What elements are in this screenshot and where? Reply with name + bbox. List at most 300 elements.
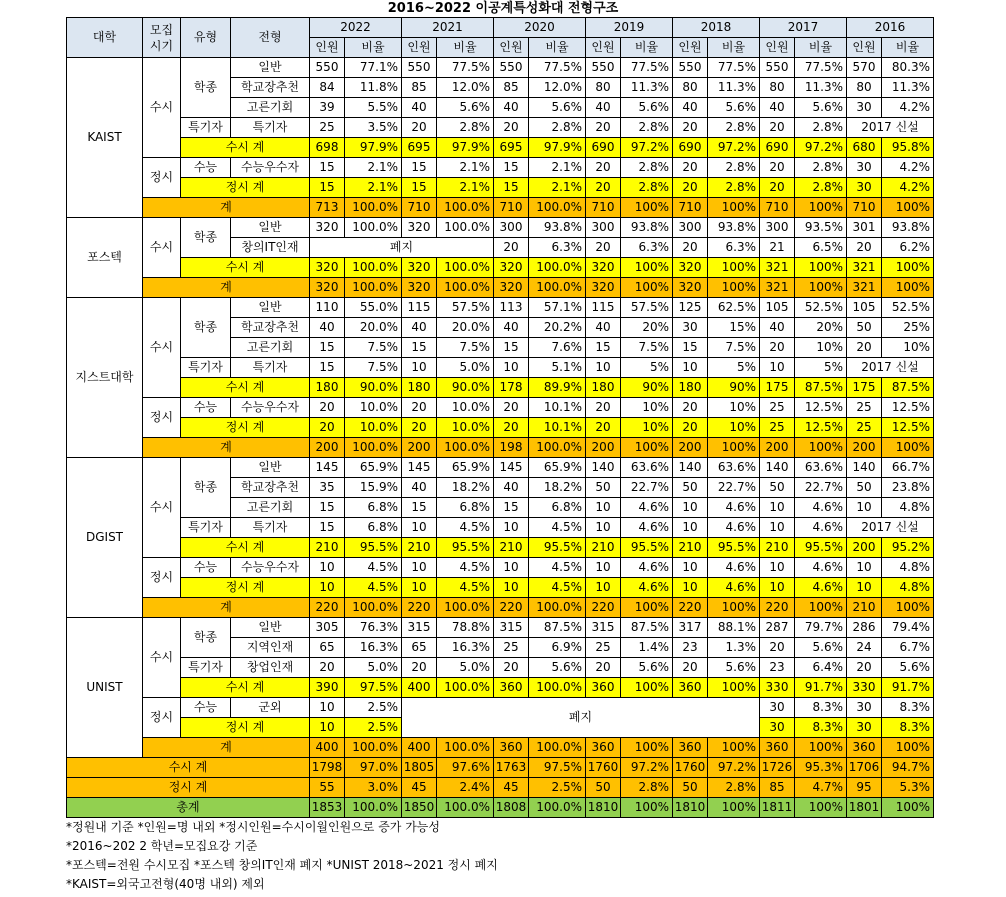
- track-cell: 수능우수자: [231, 158, 310, 178]
- count-cell: 10: [586, 498, 621, 518]
- count-cell: 330: [760, 678, 795, 698]
- count-cell: 220: [673, 598, 708, 618]
- count-cell: 320: [673, 258, 708, 278]
- count-cell: 10: [586, 518, 621, 538]
- track-cell: 학교장추천: [231, 318, 310, 338]
- count-cell: 200: [402, 438, 437, 458]
- count-cell: 10: [310, 578, 345, 598]
- count-cell: 10: [847, 578, 882, 598]
- count-cell: 1805: [402, 758, 437, 778]
- ratio-cell: 6.7%: [882, 638, 934, 658]
- count-cell: 10: [402, 358, 437, 378]
- count-cell: 220: [402, 598, 437, 618]
- track-cell: 특기자: [231, 518, 310, 538]
- ratio-cell: 80.3%: [882, 58, 934, 78]
- ratio-cell: 6.2%: [882, 238, 934, 258]
- ratio-cell: 4.7%: [795, 778, 847, 798]
- count-cell: 20: [673, 658, 708, 678]
- count-cell: 315: [586, 618, 621, 638]
- ratio-cell: 11.3%: [708, 78, 760, 98]
- ratio-cell: 20.0%: [345, 318, 402, 338]
- ratio-cell: 97.5%: [345, 678, 402, 698]
- ratio-cell: 10%: [708, 418, 760, 438]
- ratio-cell: 91.7%: [795, 678, 847, 698]
- table-row: [67, 558, 934, 578]
- ratio-cell: 90.0%: [437, 378, 494, 398]
- count-cell: 10: [402, 558, 437, 578]
- count-cell: 10: [760, 558, 795, 578]
- count-cell: 20: [310, 418, 345, 438]
- count-cell: 30: [760, 698, 795, 718]
- count-cell: 105: [760, 298, 795, 318]
- count-cell: 550: [402, 58, 437, 78]
- count-cell: 1810: [673, 798, 708, 818]
- ratio-cell: 100.0%: [437, 218, 494, 238]
- ratio-cell: 100%: [708, 278, 760, 298]
- count-cell: 210: [586, 538, 621, 558]
- count-cell: 1760: [673, 758, 708, 778]
- count-cell: 40: [494, 98, 529, 118]
- count-cell: 20: [310, 398, 345, 418]
- count-cell: 20: [673, 238, 708, 258]
- ratio-cell: 6.3%: [708, 238, 760, 258]
- ratio-cell: 4.2%: [882, 98, 934, 118]
- header-count: 인원: [673, 38, 708, 58]
- total-row: [67, 438, 934, 458]
- count-cell: 20: [402, 658, 437, 678]
- count-cell: 23: [760, 658, 795, 678]
- ratio-cell: 5.6%: [529, 658, 586, 678]
- count-cell: 40: [586, 98, 621, 118]
- ratio-cell: 2.1%: [437, 158, 494, 178]
- ratio-cell: 2.8%: [708, 118, 760, 138]
- count-cell: 550: [760, 58, 795, 78]
- track-cell: 수능우수자: [231, 398, 310, 418]
- count-cell: 15: [494, 498, 529, 518]
- count-cell: 40: [402, 98, 437, 118]
- ratio-cell: 100%: [621, 198, 673, 218]
- ratio-cell: 65.9%: [437, 458, 494, 478]
- header-count: 인원: [402, 38, 437, 58]
- count-cell: 40: [494, 318, 529, 338]
- ratio-cell: 88.1%: [708, 618, 760, 638]
- count-cell: 315: [402, 618, 437, 638]
- ratio-cell: 100%: [621, 738, 673, 758]
- period-cell: 수시: [143, 618, 181, 698]
- count-cell: 10: [673, 358, 708, 378]
- ratio-cell: 100%: [882, 798, 934, 818]
- total-label: 계: [143, 438, 310, 458]
- subtotal-row: [67, 178, 934, 198]
- ratio-cell: 97.0%: [345, 758, 402, 778]
- table-row: [67, 398, 934, 418]
- ratio-cell: 11.3%: [882, 78, 934, 98]
- track-cell: 일반: [231, 218, 310, 238]
- ratio-cell: 5%: [621, 358, 673, 378]
- count-cell: 23: [673, 638, 708, 658]
- count-cell: 360: [673, 738, 708, 758]
- count-cell: 30: [847, 718, 882, 738]
- count-cell: 200: [310, 438, 345, 458]
- count-cell: 210: [310, 538, 345, 558]
- count-cell: 695: [494, 138, 529, 158]
- total-label: 계: [143, 598, 310, 618]
- ratio-cell: 100%: [621, 438, 673, 458]
- ratio-cell: 55.0%: [345, 298, 402, 318]
- ratio-cell: 89.9%: [529, 378, 586, 398]
- count-cell: 220: [310, 598, 345, 618]
- count-cell: 20: [760, 638, 795, 658]
- count-cell: 25: [760, 418, 795, 438]
- ratio-cell: 10.0%: [345, 398, 402, 418]
- total-row: [67, 198, 934, 218]
- count-cell: 710: [494, 198, 529, 218]
- univ-name: 지스트대학: [67, 298, 143, 458]
- ratio-cell: 4.5%: [345, 578, 402, 598]
- table-row: [67, 58, 934, 78]
- ratio-cell: 94.7%: [882, 758, 934, 778]
- count-cell: 10: [586, 578, 621, 598]
- ratio-cell: 95.5%: [708, 538, 760, 558]
- count-cell: 20: [402, 418, 437, 438]
- count-cell: 320: [586, 258, 621, 278]
- footnote-line: *포스텍=전원 수시모집 *포스텍 창의IT인재 폐지 *UNIST 2018~2021 정시 폐지: [66, 858, 498, 872]
- type-cell: 학종: [181, 458, 231, 518]
- count-cell: 10: [494, 558, 529, 578]
- ratio-cell: 2.5%: [529, 778, 586, 798]
- type-cell: 수능: [181, 398, 231, 418]
- count-cell: 140: [760, 458, 795, 478]
- ratio-cell: 2.5%: [345, 698, 402, 718]
- ratio-cell: 100%: [795, 198, 847, 218]
- subtotal-label: 정시 계: [181, 718, 310, 738]
- count-cell: 80: [586, 78, 621, 98]
- ratio-cell: 5.1%: [529, 358, 586, 378]
- count-cell: 15: [586, 338, 621, 358]
- count-cell: 1798: [310, 758, 345, 778]
- count-cell: 321: [760, 278, 795, 298]
- period-cell: 수시: [143, 218, 181, 278]
- ratio-cell: 4.5%: [437, 518, 494, 538]
- subtotal-label: 정시 계: [181, 418, 310, 438]
- ratio-cell: 7.5%: [345, 338, 402, 358]
- header-year: 2021: [402, 18, 494, 38]
- ratio-cell: 77.5%: [621, 58, 673, 78]
- count-cell: 24: [847, 638, 882, 658]
- ratio-cell: 10.1%: [529, 418, 586, 438]
- ratio-cell: 63.6%: [795, 458, 847, 478]
- count-cell: 220: [494, 598, 529, 618]
- count-cell: 85: [494, 78, 529, 98]
- period-cell: 수시: [143, 458, 181, 558]
- count-cell: 200: [847, 538, 882, 558]
- count-cell: 20: [586, 418, 621, 438]
- count-cell: 180: [310, 378, 345, 398]
- count-cell: 360: [673, 678, 708, 698]
- ratio-cell: 11.3%: [621, 78, 673, 98]
- count-cell: 125: [673, 298, 708, 318]
- count-cell: 140: [673, 458, 708, 478]
- ratio-cell: 77.5%: [437, 58, 494, 78]
- ratio-cell: 10.0%: [345, 418, 402, 438]
- ratio-cell: 5%: [708, 358, 760, 378]
- count-cell: 695: [402, 138, 437, 158]
- ratio-cell: 5.0%: [345, 658, 402, 678]
- ratio-cell: 4.5%: [437, 578, 494, 598]
- ratio-cell: 100.0%: [345, 438, 402, 458]
- count-cell: 105: [847, 298, 882, 318]
- ratio-cell: 66.7%: [882, 458, 934, 478]
- ratio-cell: 65.9%: [529, 458, 586, 478]
- count-cell: 360: [586, 678, 621, 698]
- ratio-cell: 100.0%: [437, 198, 494, 218]
- count-cell: 80: [847, 78, 882, 98]
- ratio-cell: 97.6%: [437, 758, 494, 778]
- ratio-cell: 97.2%: [621, 138, 673, 158]
- count-cell: 15: [310, 498, 345, 518]
- ratio-cell: 97.2%: [708, 758, 760, 778]
- subtotal-row: [67, 678, 934, 698]
- count-cell: 321: [847, 258, 882, 278]
- count-cell: 320: [402, 258, 437, 278]
- ratio-cell: 6.3%: [621, 238, 673, 258]
- ratio-cell: 7.5%: [621, 338, 673, 358]
- ratio-cell: 5.6%: [795, 638, 847, 658]
- count-cell: 65: [402, 638, 437, 658]
- count-cell: 1706: [847, 758, 882, 778]
- total-row: [67, 738, 934, 758]
- ratio-cell: 15.9%: [345, 478, 402, 498]
- header-ratio: 비율: [437, 38, 494, 58]
- count-cell: 40: [760, 318, 795, 338]
- ratio-cell: 6.9%: [529, 638, 586, 658]
- count-cell: 15: [310, 338, 345, 358]
- count-cell: 10: [310, 558, 345, 578]
- ratio-cell: 10%: [795, 338, 847, 358]
- count-cell: 320: [310, 218, 345, 238]
- count-cell: 20: [673, 418, 708, 438]
- count-cell: 10: [494, 358, 529, 378]
- ratio-cell: 97.5%: [529, 758, 586, 778]
- ratio-cell: 52.5%: [795, 298, 847, 318]
- ratio-cell: 2.8%: [621, 158, 673, 178]
- count-cell: 713: [310, 198, 345, 218]
- type-cell: 학종: [181, 618, 231, 658]
- count-cell: 20: [586, 658, 621, 678]
- univ-name: KAIST: [67, 58, 143, 218]
- ratio-cell: 10.0%: [437, 418, 494, 438]
- ratio-cell: 4.6%: [621, 518, 673, 538]
- count-cell: 20: [310, 658, 345, 678]
- count-cell: 10: [310, 698, 345, 718]
- count-cell: 301: [847, 218, 882, 238]
- count-cell: 95: [847, 778, 882, 798]
- grand-total-label: 총계: [67, 798, 310, 818]
- grand-total-label: 수시 계: [67, 758, 310, 778]
- table-row: [67, 358, 934, 378]
- ratio-cell: 100%: [621, 598, 673, 618]
- header-ratio: 비율: [529, 38, 586, 58]
- count-cell: 20: [402, 118, 437, 138]
- ratio-cell: 100.0%: [437, 438, 494, 458]
- count-cell: 10: [673, 558, 708, 578]
- ratio-cell: 100%: [621, 278, 673, 298]
- track-cell: 수능우수자: [231, 558, 310, 578]
- ratio-cell: 5.3%: [882, 778, 934, 798]
- ratio-cell: 6.8%: [345, 498, 402, 518]
- ratio-cell: 100.0%: [529, 678, 586, 698]
- ratio-cell: 5.0%: [437, 658, 494, 678]
- count-cell: 40: [402, 478, 437, 498]
- ratio-cell: 5.6%: [795, 98, 847, 118]
- count-cell: 1801: [847, 798, 882, 818]
- ratio-cell: 100%: [621, 678, 673, 698]
- grand-total-row: [67, 798, 934, 818]
- univ-name: UNIST: [67, 618, 143, 758]
- ratio-cell: 2.8%: [621, 178, 673, 198]
- count-cell: 30: [847, 178, 882, 198]
- ratio-cell: 7.6%: [529, 338, 586, 358]
- count-cell: 710: [673, 198, 708, 218]
- count-cell: 20: [494, 398, 529, 418]
- count-cell: 710: [402, 198, 437, 218]
- count-cell: 178: [494, 378, 529, 398]
- ratio-cell: 100.0%: [529, 438, 586, 458]
- header-year: 2016: [847, 18, 934, 38]
- ratio-cell: 97.2%: [708, 138, 760, 158]
- subtotal-label: 수시 계: [181, 138, 310, 158]
- ratio-cell: 4.6%: [795, 518, 847, 538]
- ratio-cell: 2.8%: [795, 118, 847, 138]
- count-cell: 1760: [586, 758, 621, 778]
- track-cell: 지역인재: [231, 638, 310, 658]
- table-row: [67, 158, 934, 178]
- count-cell: 25: [586, 638, 621, 658]
- count-cell: 20: [586, 118, 621, 138]
- ratio-cell: 6.4%: [795, 658, 847, 678]
- count-cell: 50: [673, 778, 708, 798]
- ratio-cell: 16.3%: [437, 638, 494, 658]
- ratio-cell: 4.6%: [621, 578, 673, 598]
- ratio-cell: 11.8%: [345, 78, 402, 98]
- count-cell: 15: [673, 338, 708, 358]
- count-cell: 320: [586, 278, 621, 298]
- count-cell: 20: [494, 418, 529, 438]
- count-cell: 20: [494, 658, 529, 678]
- type-cell: 특기자: [181, 518, 231, 538]
- ratio-cell: 100%: [882, 738, 934, 758]
- ratio-cell: 20%: [795, 318, 847, 338]
- abolished-cell: 폐지: [402, 698, 760, 738]
- count-cell: 210: [673, 538, 708, 558]
- ratio-cell: 4.6%: [708, 558, 760, 578]
- ratio-cell: 63.6%: [621, 458, 673, 478]
- footnote-line: *정원내 기준 *인원=명 내외 *정시인원=수시이월인원으로 증가 가능성: [66, 820, 440, 834]
- ratio-cell: 16.3%: [345, 638, 402, 658]
- ratio-cell: 10%: [708, 398, 760, 418]
- ratio-cell: 5.0%: [437, 358, 494, 378]
- count-cell: 10: [673, 498, 708, 518]
- count-cell: 20: [847, 658, 882, 678]
- ratio-cell: 2.1%: [529, 178, 586, 198]
- ratio-cell: 95.5%: [345, 538, 402, 558]
- count-cell: 15: [310, 358, 345, 378]
- count-cell: 320: [402, 218, 437, 238]
- ratio-cell: 5.6%: [882, 658, 934, 678]
- univ-name: DGIST: [67, 458, 143, 618]
- ratio-cell: 100.0%: [345, 738, 402, 758]
- count-cell: 400: [310, 738, 345, 758]
- period-cell: 정시: [143, 398, 181, 438]
- footnotes: [66, 818, 498, 894]
- count-cell: 15: [402, 338, 437, 358]
- ratio-cell: 25%: [882, 318, 934, 338]
- admission-table: [66, 17, 934, 818]
- count-cell: 10: [586, 358, 621, 378]
- count-cell: 30: [673, 318, 708, 338]
- ratio-cell: 20%: [621, 318, 673, 338]
- ratio-cell: 95.5%: [529, 538, 586, 558]
- count-cell: 1853: [310, 798, 345, 818]
- ratio-cell: 10%: [621, 398, 673, 418]
- count-cell: 1810: [586, 798, 621, 818]
- track-cell: 특기자: [231, 118, 310, 138]
- ratio-cell: 100.0%: [529, 258, 586, 278]
- count-cell: 20: [586, 178, 621, 198]
- count-cell: 39: [310, 98, 345, 118]
- count-cell: 400: [402, 738, 437, 758]
- count-cell: 20: [847, 238, 882, 258]
- ratio-cell: 4.5%: [345, 558, 402, 578]
- track-cell: 창의IT인재: [231, 238, 310, 258]
- ratio-cell: 62.5%: [708, 298, 760, 318]
- count-cell: 200: [760, 438, 795, 458]
- subtotal-label: 정시 계: [181, 178, 310, 198]
- ratio-cell: 100.0%: [437, 798, 494, 818]
- count-cell: 20: [760, 178, 795, 198]
- count-cell: 320: [402, 278, 437, 298]
- new-track-note: 2017 신설: [847, 518, 934, 538]
- count-cell: 200: [673, 438, 708, 458]
- ratio-cell: 2.8%: [708, 178, 760, 198]
- count-cell: 690: [673, 138, 708, 158]
- ratio-cell: 11.3%: [795, 78, 847, 98]
- ratio-cell: 90%: [621, 378, 673, 398]
- ratio-cell: 63.6%: [708, 458, 760, 478]
- table-row: [67, 658, 934, 678]
- count-cell: 1726: [760, 758, 795, 778]
- subtotal-label: 수시 계: [181, 538, 310, 558]
- page-title: 2016~2022 이공계특성화대 전형구조: [387, 1, 619, 16]
- count-cell: 320: [494, 258, 529, 278]
- table-row: [67, 618, 934, 638]
- count-cell: 10: [494, 518, 529, 538]
- ratio-cell: 2.8%: [795, 158, 847, 178]
- count-cell: 50: [760, 478, 795, 498]
- ratio-cell: 4.6%: [795, 558, 847, 578]
- count-cell: 287: [760, 618, 795, 638]
- ratio-cell: 52.5%: [882, 298, 934, 318]
- count-cell: 550: [494, 58, 529, 78]
- count-cell: 315: [494, 618, 529, 638]
- count-cell: 20: [673, 118, 708, 138]
- ratio-cell: 79.7%: [795, 618, 847, 638]
- ratio-cell: 100%: [708, 438, 760, 458]
- ratio-cell: 2.1%: [529, 158, 586, 178]
- ratio-cell: 4.6%: [621, 558, 673, 578]
- ratio-cell: 4.2%: [882, 158, 934, 178]
- type-cell: 특기자: [181, 658, 231, 678]
